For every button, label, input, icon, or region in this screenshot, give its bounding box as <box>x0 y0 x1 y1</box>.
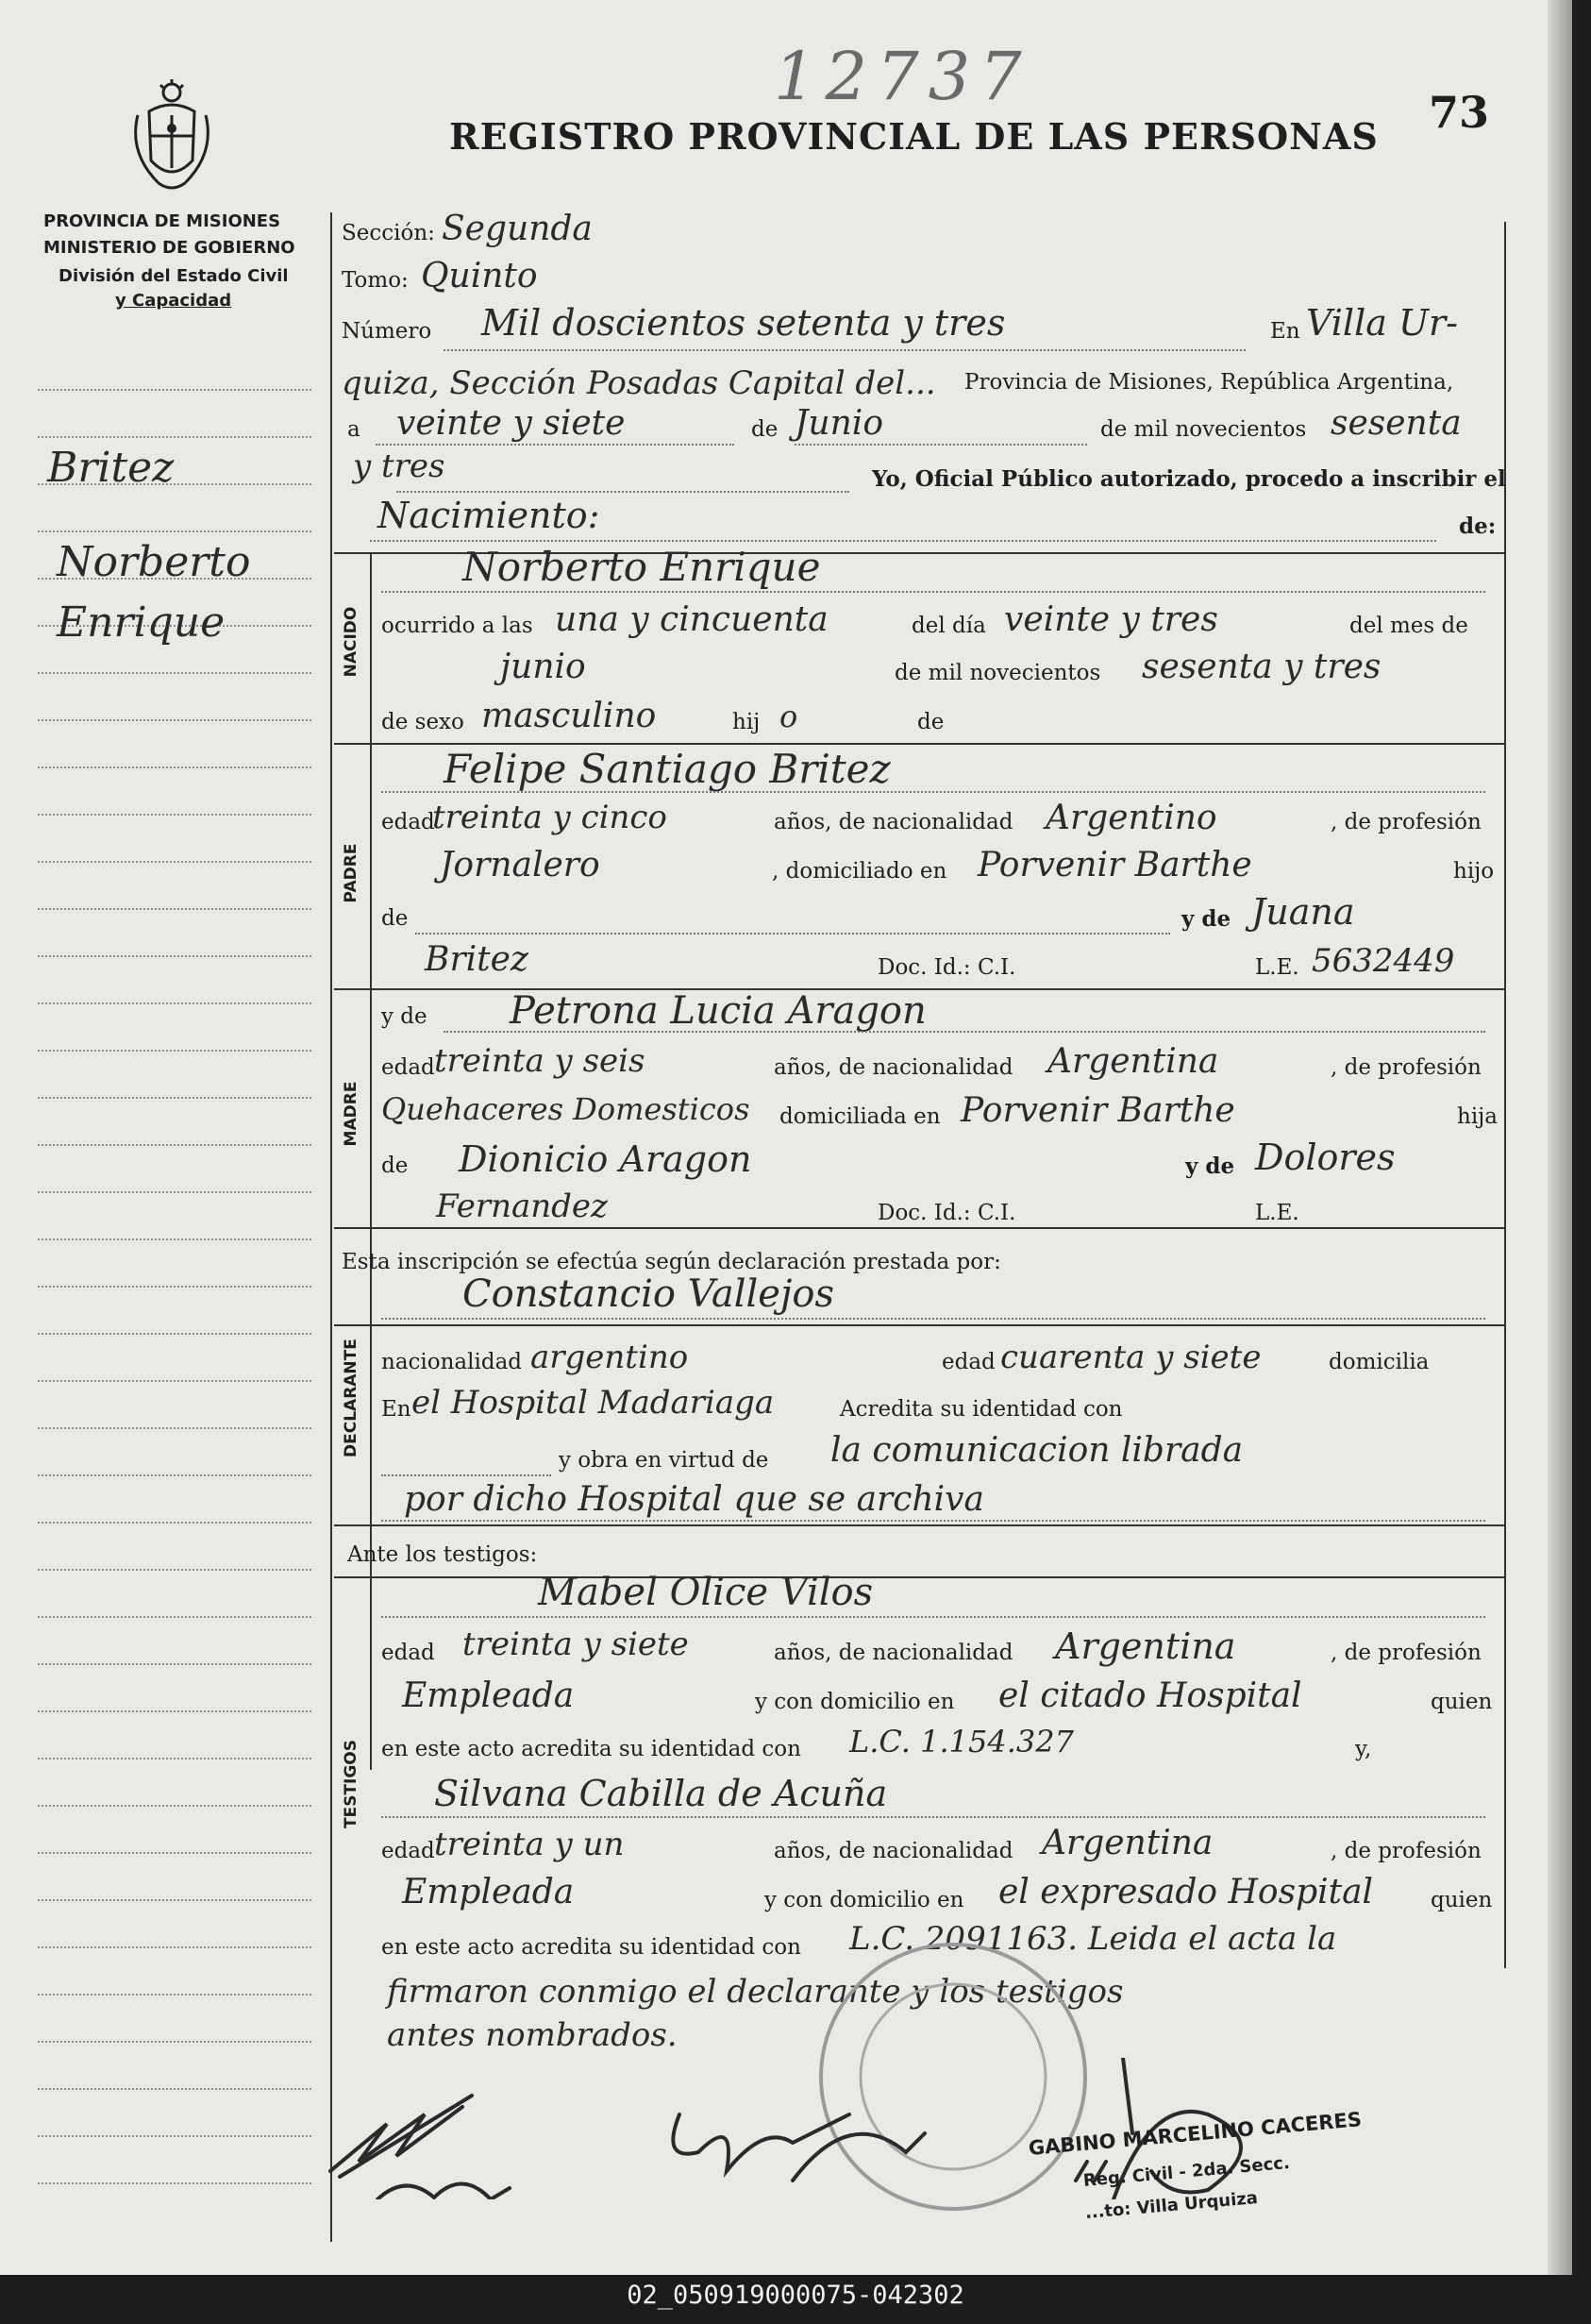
declarante-nombre-value: Constancio Vallejos <box>462 1272 834 1316</box>
label-testigo1-edad: edad <box>381 1641 435 1665</box>
margin-given-name-2: Enrique <box>57 598 226 647</box>
testigo1-edad-value: treinta y siete <box>462 1625 689 1663</box>
madre-padre-value: Dionicio Aragon <box>459 1138 752 1180</box>
testigo2-nacionalidad-value: Argentina <box>1042 1824 1214 1862</box>
label-testigo1-quien: quien <box>1431 1690 1493 1714</box>
label-madre-le: L.E. <box>1255 1201 1299 1225</box>
divider-testigo-1 <box>334 1576 1506 1578</box>
testigo2-edad-value: treinta y un <box>434 1826 625 1863</box>
label-provincia: Provincia de Misiones, República Argentina, <box>964 370 1454 395</box>
madre-domicilio-value: Porvenir Barthe <box>961 1091 1235 1130</box>
nacido-anio-value: sesenta y tres <box>1142 648 1382 686</box>
section-label-testigos: TESTIGOS <box>342 1739 360 1829</box>
padre-le-value: 5632449 <box>1312 942 1455 980</box>
label-numero: Número <box>342 319 432 344</box>
label-padre-le: L.E. <box>1255 955 1299 980</box>
label-de: de <box>751 417 779 442</box>
label-padre-y-de: y de <box>1181 906 1231 932</box>
label-madre-y-de-2: y de <box>1185 1154 1235 1179</box>
testigo1-domicilio-value: el citado Hospital <box>998 1676 1302 1715</box>
label-del-mes: del mes de <box>1349 614 1468 638</box>
madre-nacionalidad-value: Argentina <box>1047 1042 1219 1081</box>
label-nacionalidad: nacionalidad <box>381 1350 523 1374</box>
label-madre-de: de <box>381 1154 409 1178</box>
label-padre-profesion: , de profesión <box>1331 810 1482 834</box>
official-location: ...to: Villa Urquiza <box>1084 2188 1259 2223</box>
testigo2-documento-value: L.C. 2091163. Leida el acta la <box>849 1920 1337 1958</box>
label-yo: Yo, Oficial Público autorizado, procedo a inscribir el <box>872 466 1506 492</box>
label-madre-nacionalidad: años, de nacionalidad <box>774 1055 1013 1080</box>
label-y-coma: y, <box>1355 1737 1372 1761</box>
padre-nombre-value: Felipe Santiago Britez <box>444 746 891 792</box>
section-label-nacido: NACIDO <box>342 606 360 678</box>
testigo1-documento-value: L.C. 1.154.327 <box>849 1724 1074 1760</box>
label-obra: y obra en virtud de <box>559 1448 769 1473</box>
label-de-mil-nov: de mil novecientos <box>895 661 1101 685</box>
testigo2-profesion-value: Empleada <box>402 1873 575 1911</box>
label-testigo2-domicilio: y con domicilio en <box>764 1888 964 1912</box>
fecha-dia-value: veinte y siete <box>396 404 626 443</box>
lugar-value-1: Villa Ur- <box>1306 302 1458 344</box>
label-testigo1-profesion: , de profesión <box>1331 1641 1482 1665</box>
padre-edad-value: treinta y cinco <box>432 799 667 836</box>
register-number-stamp: 12737 <box>774 38 1031 115</box>
label-domiciliado: , domiciliado en <box>772 859 947 884</box>
margin-surname: Britez <box>47 444 175 492</box>
label-ocurrido: ocurrido a las <box>381 614 533 638</box>
divider-inscripcion <box>334 1227 1506 1229</box>
section-label-padre: PADRE <box>342 843 360 903</box>
label-madre-profesion: , de profesión <box>1331 1055 1482 1080</box>
section-label-declarante: DECLARANTE <box>342 1339 360 1457</box>
cierre-value-1: firmaron conmigo el declarante y los testigos <box>387 1973 1124 2011</box>
padre-nacionalidad-value: Argentino <box>1046 799 1217 837</box>
testigo2-domicilio-value: el expresado Hospital <box>998 1873 1374 1911</box>
official-office: Reg. Civil - 2da. Secc. <box>1082 2152 1291 2191</box>
madre-nombre-value: Petrona Lucia Aragon <box>510 989 927 1033</box>
label-padre-de: de <box>381 906 409 931</box>
label-en-declarante: En <box>381 1397 411 1422</box>
label-de-sexo: de sexo <box>381 710 464 734</box>
madre-edad-value: treinta y seis <box>434 1042 645 1080</box>
label-domicilia: domicilia <box>1329 1350 1430 1374</box>
testigo1-nacionalidad-value: Argentina <box>1055 1625 1236 1667</box>
label-del-dia: del día <box>912 614 986 638</box>
padre-profesion-value: Jornalero <box>440 846 600 884</box>
padre-apellido-value: Britez <box>425 940 528 979</box>
testigo2-nombre-value: Silvana Cabilla de Acuña <box>434 1773 888 1814</box>
seccion-value: Segunda <box>442 210 593 248</box>
tomo-value: Quinto <box>421 257 538 295</box>
label-acredita: Acredita su identidad con <box>840 1397 1123 1422</box>
lugar-value-2: quiza, Sección Posadas Capital del... <box>342 364 936 402</box>
nacido-hij-value: o <box>779 699 798 734</box>
page-title: REGISTRO PROVINCIAL DE LAS PERSONAS <box>449 115 1379 158</box>
label-domiciliada: domiciliada en <box>779 1104 941 1129</box>
madre-madre-value: Dolores <box>1255 1137 1396 1178</box>
org-division: División del Estado Civil <box>59 266 289 286</box>
label-esta-inscripcion: Esta inscripción se efectúa según declaración prestada por: <box>342 1250 1001 1274</box>
madre-profesion-value: Quehaceres Domesticos <box>381 1091 750 1127</box>
declarante-obra-value-1: la comunicacion librada <box>830 1431 1244 1470</box>
label-testigo2-acredita: en este acto acredita su identidad con <box>381 1935 801 1960</box>
label-madre-edad: edad <box>381 1055 435 1080</box>
divider-padre <box>334 743 1506 745</box>
label-padre-nacionalidad: años, de nacionalidad <box>774 810 1013 834</box>
label-de-mil: de mil novecientos <box>1100 417 1307 442</box>
madre-apellido-value: Fernandez <box>436 1187 608 1225</box>
label-hija: hija <box>1457 1104 1499 1129</box>
frame-left <box>330 212 332 2242</box>
fecha-anio-value-2: y tres <box>353 447 445 485</box>
scan-filename: 02_050919000075-042302 <box>627 2281 964 2310</box>
frame-section-column <box>370 552 372 1770</box>
declarante-edad-value: cuarenta y siete <box>1000 1339 1262 1376</box>
label-a: a <box>347 417 360 442</box>
label-testigo2-nacionalidad: años, de nacionalidad <box>774 1839 1013 1863</box>
nacido-hora-value: una y cincuenta <box>555 600 829 639</box>
org-province: PROVINCIA DE MISIONES <box>43 211 281 231</box>
label-de-colon: de: <box>1459 514 1497 539</box>
label-testigo2-edad: edad <box>381 1839 435 1863</box>
label-padre-doc: Doc. Id.: C.I. <box>878 955 1016 980</box>
label-testigo1-domicilio: y con domicilio en <box>755 1690 955 1714</box>
nacido-sexo-value: masculino <box>481 697 657 735</box>
label-en: En <box>1270 319 1300 344</box>
testigo1-profesion-value: Empleada <box>402 1676 575 1715</box>
coat-of-arms-icon <box>121 77 223 200</box>
label-testigo1-nacionalidad: años, de nacionalidad <box>774 1641 1013 1665</box>
label-de-nacido: de <box>917 710 945 734</box>
label-testigo1-acredita: en este acto acredita su identidad con <box>381 1737 801 1761</box>
label-ante-testigos: Ante los testigos: <box>347 1542 538 1567</box>
section-label-madre: MADRE <box>342 1081 360 1147</box>
label-testigo2-quien: quien <box>1431 1888 1493 1912</box>
fecha-anio-value-1: sesenta <box>1331 404 1462 443</box>
declarante-domicilio-value: el Hospital Madariaga <box>411 1384 775 1422</box>
label-madre-doc: Doc. Id.: C.I. <box>878 1201 1016 1225</box>
testigo1-nombre-value: Mabel Olice Vilos <box>538 1571 874 1614</box>
divider-testigos <box>334 1524 1506 1526</box>
cierre-value-2: antes nombrados. <box>387 2016 678 2054</box>
declarante-nacionalidad-value: argentino <box>530 1339 689 1376</box>
acta-tipo-value: Nacimiento: <box>377 495 600 536</box>
numero-value: Mil doscientos setenta y tres <box>481 302 1006 344</box>
label-seccion: Sección: <box>342 221 435 245</box>
nacido-mes-value: junio <box>500 648 586 686</box>
label-madre-y-de: y de <box>381 1004 427 1029</box>
nacido-dia-value: veinte y tres <box>1004 600 1218 639</box>
padre-domicilio-value: Porvenir Barthe <box>978 846 1252 884</box>
padre-madre-value: Juana <box>1251 891 1355 933</box>
margin-given-name-1: Norberto <box>57 538 251 586</box>
page-number: 73 <box>1429 87 1490 138</box>
declarante-obra-value-2: por dicho Hospital que se archiva <box>404 1480 984 1519</box>
label-declarante-edad: edad <box>942 1350 996 1374</box>
fecha-mes-value: Junio <box>795 404 883 443</box>
org-ministry: MINISTERIO DE GOBIERNO <box>43 238 295 258</box>
nacido-nombre-value: Norberto Enrique <box>462 544 821 590</box>
label-testigo2-profesion: , de profesión <box>1331 1839 1482 1863</box>
label-hij: hij <box>732 710 761 734</box>
divider-declarante <box>334 1324 1506 1326</box>
official-name: GABINO MARCELINO CACERES <box>1027 2108 1363 2160</box>
org-capacity: y Capacidad <box>115 291 232 311</box>
label-padre-edad: edad <box>381 810 435 834</box>
label-hijo: hijo <box>1453 859 1495 884</box>
label-tomo: Tomo: <box>342 268 409 293</box>
